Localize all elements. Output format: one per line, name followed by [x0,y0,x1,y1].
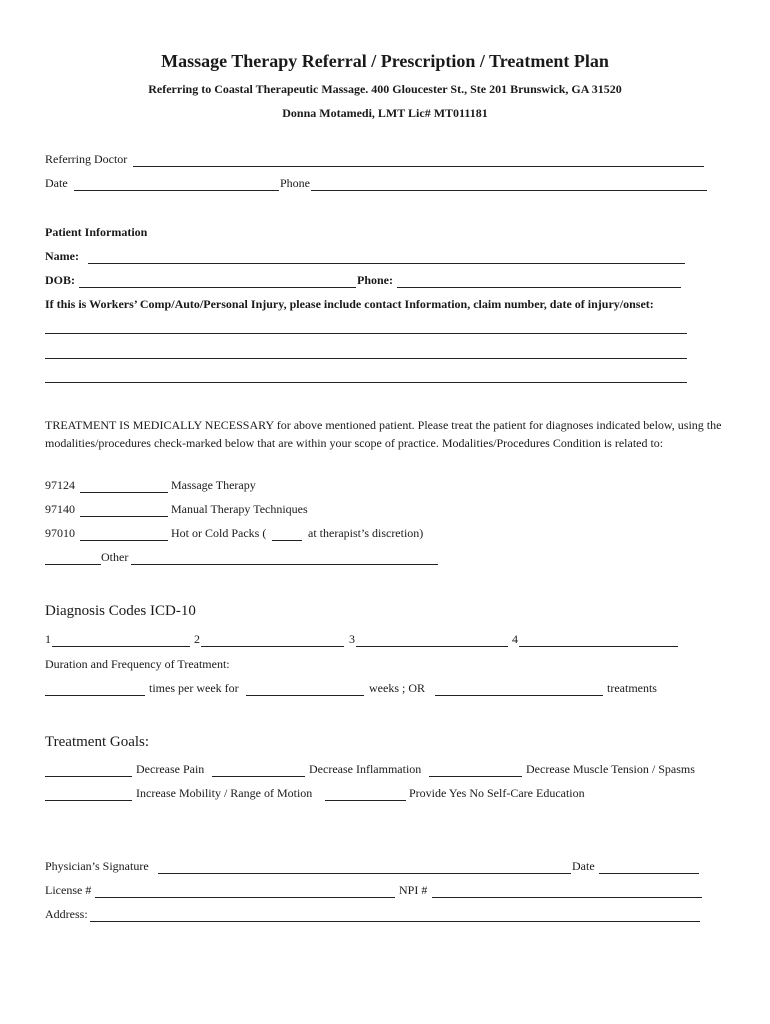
therapist-name: Donna Motamedi, LMT Lic# MT011181 [282,106,488,120]
date-label: Date [45,176,68,190]
treatments-field[interactable] [435,680,603,696]
goal-decrease-tension-field[interactable] [429,761,522,777]
times-per-week-label: times per week for [149,681,239,695]
license-field[interactable] [95,882,395,898]
injury-note: If this is Workers’ Comp/Auto/Personal Injury, please include contact Information, claim number, date of injury/onset: [45,297,654,311]
cpt-97124-check-field[interactable] [80,477,168,493]
icd-number: 4 [512,632,518,646]
injury-info-line-2[interactable] [45,343,687,359]
cpt-suffix: at therapist’s discretion) [308,526,424,540]
icd-code-2-field[interactable] [201,631,344,647]
phone-field[interactable] [311,175,707,191]
address-label: Address: [45,907,88,921]
goal-label: Increase Mobility / Range of Motion [136,786,313,800]
form-title: Massage Therapy Referral / Prescription / Treatment Plan [161,51,609,71]
other-label: Other [101,550,129,564]
goal-label: Decrease Pain [136,762,205,776]
npi-field[interactable] [432,882,702,898]
cpt-label: Hot or Cold Packs ( [171,526,267,540]
cpt-label: Manual Therapy Techniques [171,502,308,516]
other-check-field[interactable] [45,549,101,565]
goals-heading: Treatment Goals: [45,734,150,750]
dob-label: DOB: [45,273,75,287]
injury-info-line-1[interactable] [45,318,687,334]
signature-date-label: Date [572,859,595,873]
date-field[interactable] [74,175,279,191]
icd-code-1-field[interactable] [52,631,190,647]
medical-necessity-text: TREATMENT IS MEDICALLY NECESSARY for above mentioned patient. Please treat the patient for diagnoses indicated below, using the modalities/procedures check-marked below that are within your scope of practice. Modalities/Procedures Condition is related to: [45,418,722,450]
goal-label: Decrease Inflammation [309,762,422,776]
patient-name-field[interactable] [88,248,685,264]
referring-doctor-label: Referring Doctor [45,152,128,166]
physician-signature-field[interactable] [158,858,571,874]
goal-decrease-inflammation-field[interactable] [212,761,305,777]
weeks-or-label: weeks ; OR [369,681,425,695]
cpt-97140-check-field[interactable] [80,501,168,517]
goal-label: Decrease Muscle Tension / Spasms [526,762,695,776]
other-description-field[interactable] [131,549,438,565]
times-per-week-field[interactable] [45,680,145,696]
referring-doctor-field[interactable] [133,151,704,167]
treatments-label: treatments [607,681,657,695]
cpt-label: Massage Therapy [171,478,256,492]
phone-label: Phone [280,176,310,190]
license-label: License # [45,883,92,897]
cpt-97010-check-field[interactable] [80,525,168,541]
icd-code-3-field[interactable] [356,631,508,647]
patient-info-heading: Patient Information [45,225,148,239]
patient-phone-field[interactable] [397,272,681,288]
goal-decrease-pain-field[interactable] [45,761,132,777]
icd-number: 1 [45,632,51,646]
dob-field[interactable] [79,272,356,288]
patient-name-label: Name: [45,249,79,263]
diagnosis-heading: Diagnosis Codes ICD-10 [45,603,196,619]
goal-self-care-field[interactable] [325,785,406,801]
injury-info-line-3[interactable] [45,367,687,383]
physician-signature-label: Physician’s Signature [45,859,149,873]
icd-number: 3 [349,632,355,646]
icd-code-4-field[interactable] [519,631,678,647]
signature-date-field[interactable] [599,858,699,874]
address-field[interactable] [90,906,700,922]
weeks-field[interactable] [246,680,364,696]
cpt-code: 97010 [45,526,75,540]
npi-label: NPI # [399,883,428,897]
icd-number: 2 [194,632,200,646]
goal-label: Provide Yes No Self-Care Education [409,786,585,800]
cpt-code: 97140 [45,502,75,516]
referring-to-address: Referring to Coastal Therapeutic Massage. 400 Gloucester St., Ste 201 Brunswick, GA 31520 [148,82,622,96]
cpt-code: 97124 [45,478,75,492]
duration-label: Duration and Frequency of Treatment: [45,657,230,671]
patient-phone-label: Phone: [357,273,393,287]
hot-cold-field[interactable] [272,525,302,541]
goal-increase-mobility-field[interactable] [45,785,132,801]
